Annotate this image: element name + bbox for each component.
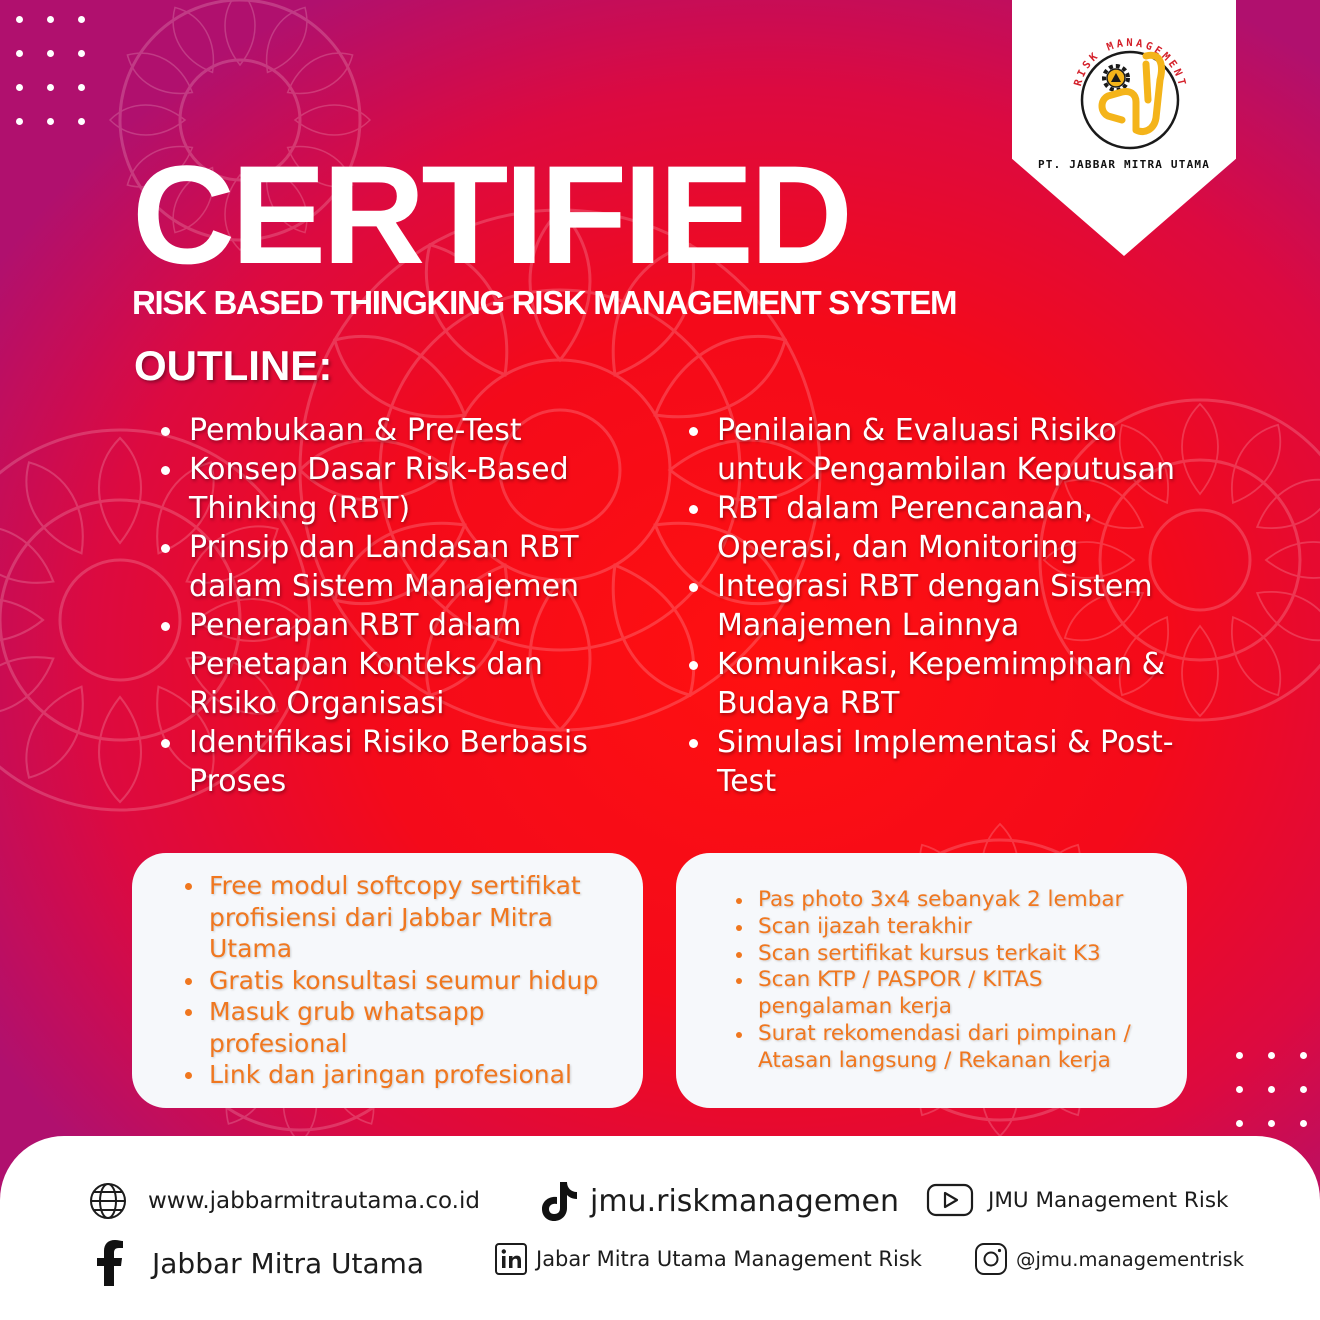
instagram-link[interactable]: [974, 1242, 1244, 1276]
facebook-label: Jabbar Mitra Utama: [152, 1246, 425, 1280]
contact-footer: [0, 1136, 1320, 1320]
outline-item: Penerapan RBT dalam Penetapan Konteks dan Risiko Organisasi: [133, 606, 633, 723]
youtube-icon: [926, 1182, 974, 1218]
benefits-list: [182, 870, 622, 1091]
outline-item: RBT dalam Perencanaan, Operasi, dan Monitoring: [661, 489, 1201, 567]
outline-item: Identifikasi Risiko Berbasis Proses: [133, 723, 633, 801]
benefit-item: Link dan jaringan profesional: [182, 1059, 622, 1091]
requirement-item: Scan sertifikat kursus terkait K3: [732, 941, 1172, 968]
youtube-label: JMU Management Risk: [988, 1187, 1229, 1213]
linkedin-link[interactable]: [494, 1242, 922, 1276]
globe-icon: [88, 1181, 128, 1221]
outline-heading: OUTLINE:: [134, 342, 333, 389]
benefit-item: Free modul softcopy sertifikat profisiensi dari Jabbar Mitra Utama: [182, 870, 622, 965]
instagram-icon: [974, 1242, 1008, 1276]
company-name: PT. JABBAR MITRA UTAMA: [1037, 158, 1211, 171]
outline-item: Penilaian & Evaluasi Risiko untuk Pengambilan Keputusan: [661, 411, 1201, 489]
outline-item: Prinsip dan Landasan RBT dalam Sistem Manajemen: [133, 528, 633, 606]
logo-ring-text: RISK MANAGEMENT: [1072, 36, 1189, 90]
youtube-link[interactable]: [926, 1182, 1229, 1218]
requirement-item: Scan KTP / PASPOR / KITAS pengalaman kerja: [732, 967, 1172, 1021]
outline-list-left: [133, 411, 633, 801]
facebook-icon: [92, 1240, 126, 1286]
tiktok-icon: [540, 1180, 578, 1222]
facebook-link[interactable]: [92, 1240, 424, 1286]
benefit-item: Masuk grub whatsapp profesional: [182, 996, 622, 1059]
requirements-list: [732, 887, 1172, 1075]
outline-item: Komunikasi, Kepemimpinan & Budaya RBT: [661, 645, 1201, 723]
outline-item: Simulasi Implementasi & Post-Test: [661, 723, 1201, 801]
tiktok-link[interactable]: [540, 1180, 899, 1222]
instagram-label: @jmu.managementrisk: [1016, 1247, 1244, 1271]
requirement-item: Pas photo 3x4 sebanyak 2 lembar: [732, 887, 1172, 914]
requirement-item: Surat rekomendasi dari pimpinan / Atasan langsung / Rekanan kerja: [732, 1021, 1172, 1075]
company-logo: [1064, 30, 1196, 162]
outline-list-right: [661, 411, 1201, 801]
decorative-dots-top-left: [16, 16, 86, 125]
tiktok-label: jmu.riskmanagemen: [590, 1183, 899, 1219]
hero-subtitle: RISK BASED THINGKING RISK MANAGEMENT SYSTEM: [132, 284, 957, 321]
decorative-dots-bottom-right: [1236, 1052, 1308, 1127]
website-label: www.jabbarmitrautama.co.id: [148, 1188, 480, 1214]
benefits-card: [132, 853, 643, 1108]
outline-item: Konsep Dasar Risk-Based Thinking (RBT): [133, 450, 633, 528]
hero-title: CERTIFIED: [132, 136, 849, 293]
outline-item: Pembukaan & Pre-Test: [133, 411, 633, 450]
outline-item: Integrasi RBT dengan Sistem Manajemen Lainnya: [661, 567, 1201, 645]
benefit-item: Gratis konsultasi seumur hidup: [182, 965, 622, 997]
requirements-card: [676, 853, 1187, 1108]
linkedin-icon: [494, 1242, 528, 1276]
requirement-item: Scan ijazah terakhir: [732, 914, 1172, 941]
website-link[interactable]: [88, 1181, 480, 1221]
linkedin-label: Jabar Mitra Utama Management Risk: [536, 1247, 922, 1271]
